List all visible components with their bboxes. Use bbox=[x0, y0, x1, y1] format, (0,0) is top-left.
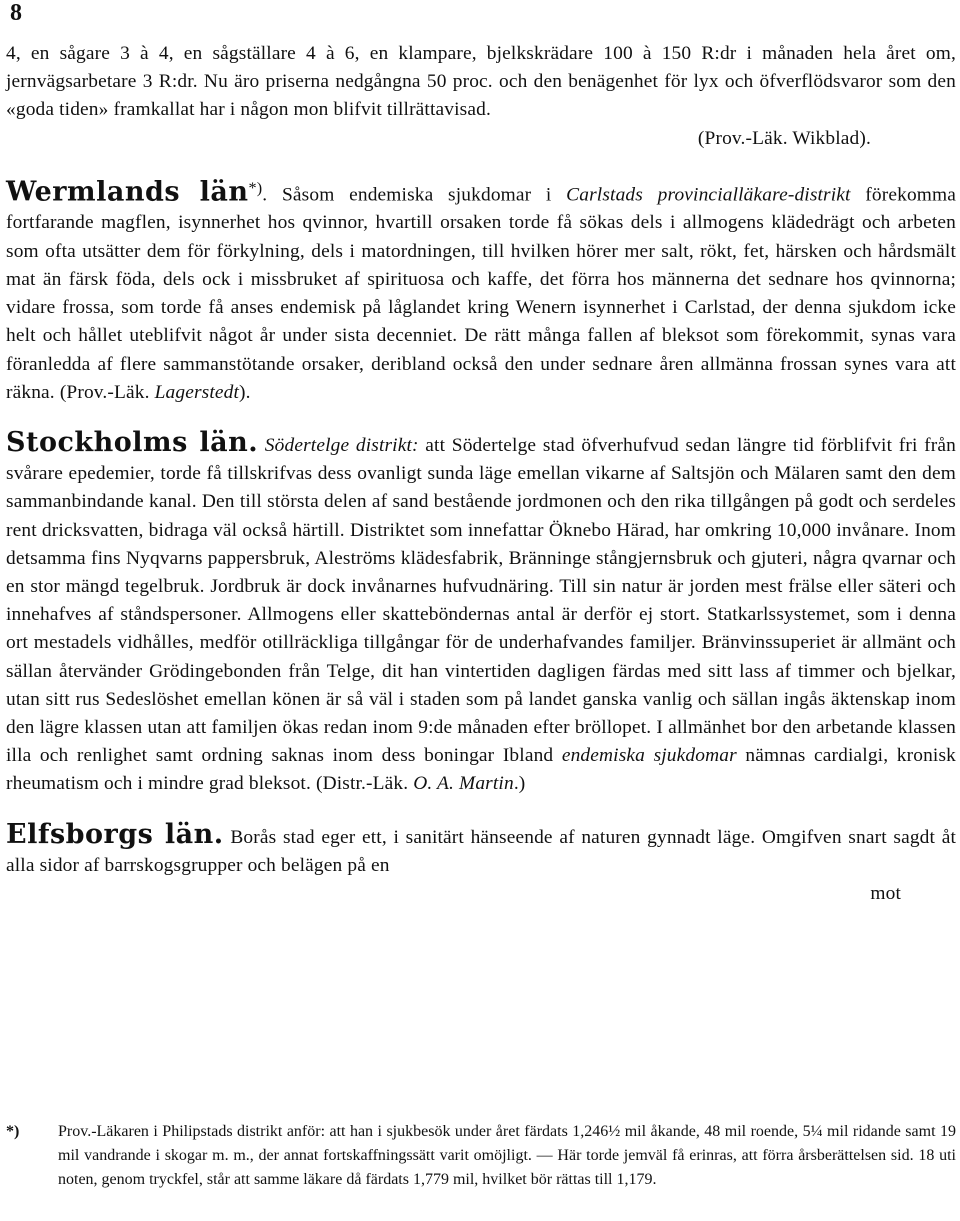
footnote bbox=[6, 1120, 956, 1192]
wermlands-district: Carlstads provincialläkare-distrikt bbox=[566, 184, 851, 206]
section-heading-stockholms: Stockholms län. bbox=[6, 426, 259, 458]
footnote-reference: *) bbox=[248, 179, 263, 197]
catchword: mot bbox=[870, 882, 901, 904]
stockholms-paragraph bbox=[6, 426, 956, 799]
catchword-line bbox=[6, 880, 956, 908]
stockholms-text-after: nämnas cardialgi, kronisk rheumatism och i mindre grad bleksot. bbox=[6, 745, 956, 795]
wermlands-lead-in: . Såsom endemiska sjukdomar i bbox=[262, 184, 552, 206]
section-heading-wermlands: Wermlands län bbox=[6, 176, 249, 208]
body-text bbox=[6, 40, 956, 908]
stockholms-citation-prefix: (Distr.-Läk. bbox=[315, 773, 409, 795]
stockholms-district: Södertelge distrikt: bbox=[264, 434, 419, 456]
intro-citation: (Prov.-Läk. Wikblad). bbox=[697, 127, 871, 149]
footnote-block bbox=[6, 1120, 956, 1192]
elfsborgs-text: Borås stad eger ett, i sanitärt hänseende af naturen gynnadt läge. Omgifven snart sagdt åt alla sidor af barrskogsgrupper och belägen på en bbox=[6, 826, 956, 876]
wermlands-text: förekomma fortfarande magflen, isynnerhet hos qvinnor, hvartill orsaken torde få sökas dels i allmogens klädedrägt och arbeten som ofta utsätter dem för förkylning, dels i matordningen, till hvilken hörer mer salt, rökt, fet, härsken och hårdsmält mat än färsk föda, dels ock i missbruket af spirituosa och kaffe, det förra hos männerna det sednare hos qvinnorna; vidare frossa, som torde få anses endemisk på låglandet kring Wenern isynnerhet i Carlstad, der denna sjukdom icke helt och hållet uteblifvit något år under sista decenniet. De rätt många fallen af bleksot som förekommit, synas vara föranledda af flere sammanstötande orsaker, deribland också den under sednare åren allmänna frossan synes vara att räkna. bbox=[6, 184, 957, 403]
section-heading-elfsborgs: Elfsborgs län. bbox=[6, 818, 224, 850]
page-number: 8 bbox=[10, 0, 22, 26]
stockholms-text: att Södertelge stad öfverhufvud sedan längre tid förblifvit fri från svårare epedemier, torde få tillskrifvas dess ovanligt sunda läge emellan vikarne af Saltsjön och Mälaren samt den dem sammanbindande kanal. Den till största delen af sand bestående jordmonen och den rika tillgången på godt och serdeles rent dricksvatten, bidraga väl också härtill. Distriktet som innefattar Öknebo Härad, har omkring 10,000 invånare. Inom detsamma fins Nyqvarns pappersbruk, Aleströms klädesfabrik, Bränninge stångjernsbruk och gjuteri, några qvarnar och en stor mängd tegelbruk. Jordbruk är dock invånarnes hufvudnäring. Till sin natur är jorden mest frälse eller säteri och innehafves af ståndspersoner. Allmogens eller skatteböndernas antal är derför ej stort. Statkarlssystemet, som i denna ort mestadels vidhålles, medför otillräckliga tillgångar för de underhafvandes familjer. Bränvinssuperiet är allmänt och sällan återvänder Grödingebonden från Telge, dit han vintertiden dagligen färdas med sitt lass af timmer och bjelkar, utan sitt rus Sedeslöshet emellan könen är så väl i staden som på landet ganska vanlig och sällan ingås äktenskap inom den lägre klassen utan att familjen ökas redan inom 9:de månaden efter bröllopet. I allmänhet bor den arbetande klassen illa och renlighet samt ordning saknas inom dess boningar Ibland bbox=[6, 434, 956, 767]
stockholms-citation-name: O. A. Martin bbox=[413, 773, 514, 795]
wermlands-citation-suffix: ). bbox=[239, 381, 251, 403]
wermlands-citation-prefix: (Prov.-Läk. bbox=[59, 381, 150, 403]
footnote-text: Prov.-Läkaren i Philipstads distrikt anför: att han i sjukbesök under året färdats 1,246½ mil åkande, 48 mil roende, 5¼ mil ridande samt 19 mil vandrande i skogar m. m., der annat fortskaffningssätt varit omöjligt. — Här torde jemväl få erinras, att förra årsberättelsen sid. 18 uti noten, genom tryckfel, står att samme läkare då färdats 1,779 mil, hvilket bör rättas till 1,179. bbox=[58, 1123, 956, 1188]
stockholms-citation-suffix: .) bbox=[513, 773, 526, 795]
wermlands-citation-name: Lagerstedt bbox=[154, 381, 240, 403]
wermlands-paragraph bbox=[6, 175, 956, 407]
stockholms-italic-phrase: endemiska sjukdomar bbox=[561, 745, 737, 767]
elfsborgs-paragraph bbox=[6, 818, 956, 880]
footnote-marker: *) bbox=[6, 1123, 20, 1140]
intro-text: 4, en sågare 3 à 4, en sågställare 4 à 6, en klampare, bjelkskrädare 100 à 150 R:dr i månaden hela året om, jernvägsarbetare 3 R:dr. Nu äro priserna nedgångna 50 proc. och den benägenhet för lyx och öfverflödsvaror som den «goda tiden» framkallat har i någon mon blifvit tillrättavisad. bbox=[6, 43, 956, 121]
intro-paragraph bbox=[6, 40, 956, 125]
intro-citation-line bbox=[6, 125, 956, 153]
